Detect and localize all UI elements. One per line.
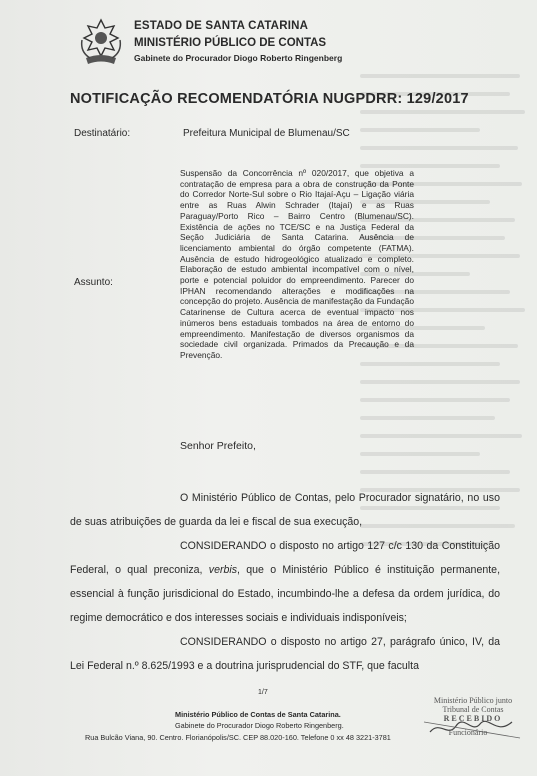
footer-address: Rua Bulcão Viana, 90. Centro. Florianópolis/SC. CEP 88.020-160. Telefone 0 xx 48 3221-3781 <box>85 733 391 742</box>
destinatario-value: Prefeitura Municipal de Blumenau/SC <box>183 128 350 139</box>
document-body <box>70 486 500 678</box>
header-office: Gabinete do Procurador Diogo Roberto Ringenberg <box>134 53 343 63</box>
destinatario-label: Destinatário: <box>74 128 131 139</box>
footer-office: Gabinete do Procurador Diogo Roberto Ringenberg. <box>175 721 344 730</box>
header-ministry: MINISTÉRIO PÚBLICO DE CONTAS <box>134 37 327 49</box>
footer-institution: Ministério Público de Contas de Santa Catarina. <box>175 710 341 719</box>
page-number: 1/7 <box>258 689 268 696</box>
coat-of-arms-icon <box>80 18 122 66</box>
assunto-label: Assunto: <box>74 277 113 288</box>
received-stamp: Ministério Público junto Tribunal de Contas RECEBIDO Funcionário <box>418 696 528 756</box>
header-state: ESTADO DE SANTA CATARINA <box>134 20 309 32</box>
assunto-text: Suspensão da Concorrência nº 020/2017, que objetiva a contratação de empresa para a obra de construção da Ponte do Corredor Norte-Sul sobre o Rio Itajaí-Açu – Ligação viária entre as Ruas Alwin Schrader (Itajaí) e as Ruas Paraguay/Porto Rico – Bairro Centro (Blumenau/SC). Existência de ações no TCE/SC e na Justiça Federal da Seção Judiciária de Santa Catarina. Ausência de licenciamento ambiental do órgão competente (FATMA). Ausência de estudo hidrogeológico atualizado e completo. Elaboração de estudo ambiental incompatível com o nível, porte e potencial poluidor do empreendimento. Parecer do IPHAN recomendando alterações e modificações na concepção do projeto. Ausência de manifestação da Fundação Catarinense de Cultura acerca de eventual impacto nos inúmeros bens estaduais tombados na área de entorno do empreendimento. Manifestação de diversos organismos da sociedade civil organizada. Primados da Precaução e da Prevenção. <box>180 168 414 360</box>
paragraph-3: CONSIDERANDO o disposto no artigo 27, parágrafo único, IV, da Lei Federal n.º 8.625/1993 e a doutrina jurisprudencial do STF, que faculta <box>70 636 500 672</box>
paragraph-2: CONSIDERANDO o disposto no artigo 127 c/c 130 da Constituição Federal, o qual preconiza, verbis, que o Ministério Público é instituição permanente, essencial à função jurisdicional do Estado, incumbindo-lhe a defesa da ordem jurídica, do regime democrático e dos interesses sociais e individuais indisponíveis; <box>70 540 501 624</box>
paragraph-1: O Ministério Público de Contas, pelo Procurador signatário, no uso de suas atribuições de guarda da lei e fiscal de sua execução, <box>70 492 500 528</box>
salutation: Senhor Prefeito, <box>180 440 256 452</box>
document-title: NOTIFICAÇÃO RECOMENDATÓRIA NUGPDRR: 129/2017 <box>70 91 469 107</box>
considerando-label: CONSIDERANDO <box>180 540 267 552</box>
considerando-label: CONSIDERANDO <box>180 636 267 648</box>
